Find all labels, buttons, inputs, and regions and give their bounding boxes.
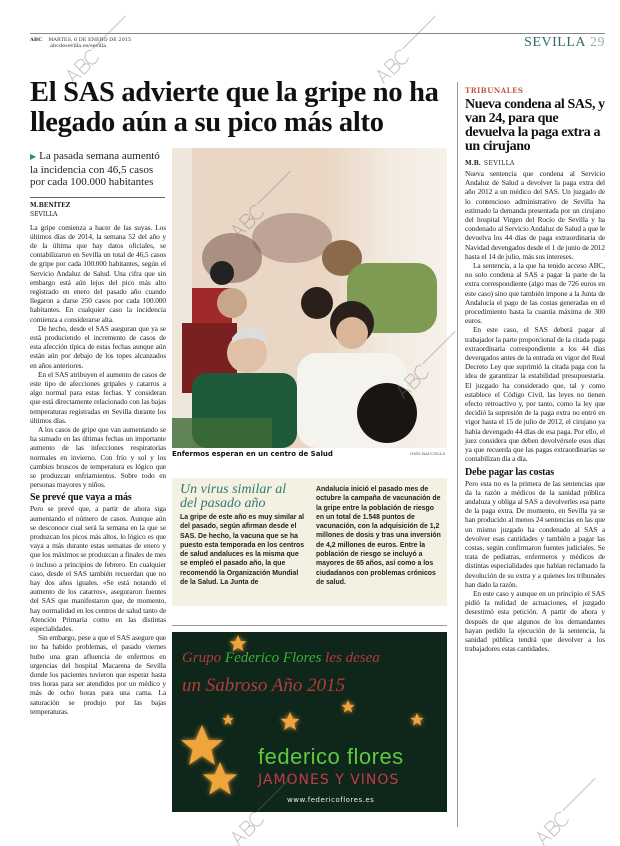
paragraph: En el SAS atribuyen el aumento de casos de este tipo de afecciones gripales y catarros a algo normal para estas fechas. Y consideran que está directamente relacionado con las bajas temperaturas registradas en Sevilla durante los últimos días.	[30, 369, 166, 425]
folio-date: MARTES, 6 DE ENERO DE 2015	[48, 37, 132, 43]
ad-greeting-part: Grupo	[182, 650, 222, 666]
ad-greeting	[182, 650, 380, 667]
byline	[30, 201, 166, 219]
paragraph: Nueva sentencia que condena al Servicio Andaluz de Salud a devolver la paga extra del año 2012 a un médico del SAS. Un juzgado de lo contencioso administrativo de Sevilla ha estimado la demanda presentada por un cirujano del hospital Virgen del Rocío de Sevilla y ha condenado al Servicio Andaluz de Salud a que le devuelva los 44 días de paga extraordinaria de Navidad devengados desde el 1 de junio de 2012 hasta el 14 de julio, más sus intereses.	[465, 169, 605, 261]
folio-url: abcdesevilla.es/sevilla	[50, 43, 107, 49]
kicker: TRIBUNALES	[465, 86, 524, 95]
star-icon	[341, 700, 354, 713]
photo-caption: Enfermos esperan en un centro de Salud	[172, 450, 333, 458]
ad-brand: federico flores	[258, 744, 404, 769]
secondary-article-column	[465, 86, 605, 653]
photo-illustration	[172, 148, 447, 448]
photo-credit: INÉS BAUCELLS	[410, 451, 446, 456]
star-icon	[222, 714, 233, 725]
paragraph: En este caso, el SAS deberá pagar al trabajador la parte proporcional de la citada paga extraordinaria correspondiente a los 44 días devengados antes de la entrada en vigor del Real Decreto Ley que suprimió la citada paga con la idea de garantizar la estabilidad presupuestaria. El juzgado ha considerado que, tal y como establece el Código Civil, las leyes no tienen efecto retroactivo y, por tanto, como la ley que decidió la supresión de la paga extra no entró en vigor hasta el 15 de julio de 2012, el cirujano ya había devengado 44 días de esa paga. Por ello, el juez considera que deben devolvérsele esos días ya que recuerda que las pagas extraordinarias se contabilizan día a día.	[465, 325, 605, 464]
sidebar-box-text: La gripe de este año es muy similar al del pasado, según afirman desde el SAS. De hecho, la vacuna que se ha puesto esta temporada en los centros de salud andaluces es la misma que se empleó el pasado año, la que recomendó la Organización Mundial de la Salud. La Junta de	[180, 514, 305, 587]
star-icon	[181, 725, 223, 765]
paragraph: Pero esta no es la primera de las sentencias que da la razón a médicos de la sanidad pública andaluza y obliga al SAS a devolverles esa parte de la paga extra. De momento, en Sevilla ya se han producido al menos 24 sentencias en las que un mismo juzgado ha condenado al SAS a devolver esas cantidades y también a pagar las costas, según confirmaron fuentes judiciales. Se trata de pediatras, enfermeros y médicos de distintas especialidades que habían reclamado la devolución de su extra y a quienes los tribunales han dado la razón.	[465, 478, 605, 589]
top-rule	[30, 33, 605, 34]
watermark-abc-logo	[534, 777, 603, 846]
author: M.B.	[465, 160, 481, 167]
byline	[465, 160, 605, 168]
lead-summary	[30, 150, 166, 189]
byline-rule	[30, 197, 165, 198]
ad-tagline: JAMONES Y VINOS	[258, 772, 400, 788]
secondary-headline: Nueva condena al SAS, y van 24, para que devuelva la paga extra a un cirujano	[465, 97, 605, 154]
sidebar-box-text: Andalucía inició el pasado mes de octubre la campaña de vacunación de la gripe entre la población de riesgo en un total de 1.548 puntos de vacunación, con la adquisición de 1,2 millones de dosis y tras una inversión de 4,2 millones de euros. Entre la población de riesgo se incluyó a mayores de 65 años, así como a los ciudadanos con problemas crónicos de salud.	[316, 486, 441, 586]
paragraph: De hecho, desde el SAS aseguran que ya se está produciendo el incremento de casos de esta afección típica de estas fechas aunque aún están aún por debajo de los topes alcanzados en años anteriores.	[30, 323, 166, 370]
sidebar-box-title: Un virus similar al del pasado año	[180, 482, 287, 511]
watermark-abc-logo	[374, 15, 443, 84]
author: M.BENÍTEZ	[30, 201, 71, 209]
ad-rule	[172, 625, 447, 626]
star-icon	[281, 712, 300, 730]
ad-url[interactable]: www.federicoflores.es	[287, 796, 375, 804]
paragraph: La gripe comienza a hacer de las suyas. Los últimos días de 2014, la semana 52 del año y de la última que hay datos oficiales, se contabilizaron en Sevilla un total de 46,5 casos de gripe por cada 100.000 habitantes, según el Servicio Andaluz de Salud. Una cifra que sin embargo está aún lejos del pico más alto registrado en enero del pasado año cuando llegaron a darse 250 casos por cada 100.000 habitantes. En cualquier caso la incidencia comienza a considerarse alta.	[30, 222, 166, 324]
ad-greeting-part: Federico Flores	[224, 650, 322, 666]
subheading: Se prevé que vaya a más	[30, 492, 132, 504]
page-number: 29	[590, 35, 605, 50]
ad-greeting-part: les desea	[325, 650, 380, 666]
section-label	[524, 35, 605, 51]
folio	[30, 37, 131, 49]
article-body	[30, 223, 166, 717]
paragraph: La sentencia, a la que ha tenido acceso ABC, no solo condena al SAS a pagar la parte de la extra correspondiente (algo mas de 726 euros en este caso) sino que también impone a la Junta de Andalucía el pago de las costas generadas en el procedimiento hasta la cuantía máxima de 300 euros.	[465, 261, 605, 326]
advertisement[interactable]	[172, 632, 447, 812]
paragraph: Sin embargo, pese a que el SAS asegure que no ha habido problemas, el pasado viernes hubo una gran afluencia de enfermos en urgencias del hospital Macarena de Sevilla donde los pacientes tuvieron que esperar hasta tres horas para ser atendidos por un médico y más de ocho horas para una cama. La saturación se produjo por las bajas temperaturas.	[30, 633, 166, 716]
paragraph: En este caso y aunque en un principio el SAS pidió la nulidad de actuaciones, el juzgado desestimó esta petición. A partir de ahora y después de que algunos de los demandantes hayan pedido la ejecución de la sentencia, la sanidad pública tendrá que devolver a los trabajadores estas cantidades.	[465, 588, 605, 654]
star-icon	[229, 635, 246, 651]
star-icon	[203, 762, 237, 795]
section-name: SEVILLA	[524, 35, 586, 50]
secondary-article-body	[465, 169, 605, 653]
column-divider	[457, 82, 458, 827]
dateline-city: SEVILLA	[483, 160, 515, 167]
main-headline: El SAS advierte que la gripe no ha llegado aún a su pico más alto	[30, 77, 439, 138]
watermark-abc-logo	[64, 15, 133, 84]
news-photo	[172, 148, 447, 448]
dateline-city: SEVILLA	[30, 210, 58, 218]
paragraph: Pero se prevé que, a partir de ahora siga aumentando el número de casos. Aunque aún se desconoce cual será la semana en la que se produzcan los picos más altos, lo lógico es que vaya a más durante estas semanas de enero y que los máximos se produzcan a finales de mes o incluso a principios de febrero. En cualquier caso, desde el SAS también recuerdan que no hay dos años iguales. «Se está notando el aumento de los catarros», aseguraron fuentes del SAS que manifestaron que, de momento, hay normalidad en los centros de salud tanto de Atención Primaria como en las distintas especialidades.	[30, 504, 166, 634]
triangle-bullet-icon: ▶	[30, 152, 37, 161]
lead-text: La pasada semana aumentó la incidencia con 46,5 casos por cada 100.000 habitantes	[30, 150, 160, 188]
ad-new-year: un Sabroso Año 2015	[182, 675, 346, 696]
folio-brand: ABC	[30, 37, 43, 43]
paragraph: A los casos de gripe que van aumentando se ha sumado en las últimas fechas un importante aumento de las infecciones respiratorias normales en invierno. Con frío y sol y los cambios bruscos de temperatura es lógico que se produzcan enfriamientos. Sobre todo en personas mayores y niños.	[30, 424, 166, 490]
star-icon	[410, 713, 423, 726]
main-article-column	[30, 150, 166, 716]
sidebar-box-column	[180, 483, 305, 587]
subheading: Debe pagar las costas	[465, 466, 555, 478]
